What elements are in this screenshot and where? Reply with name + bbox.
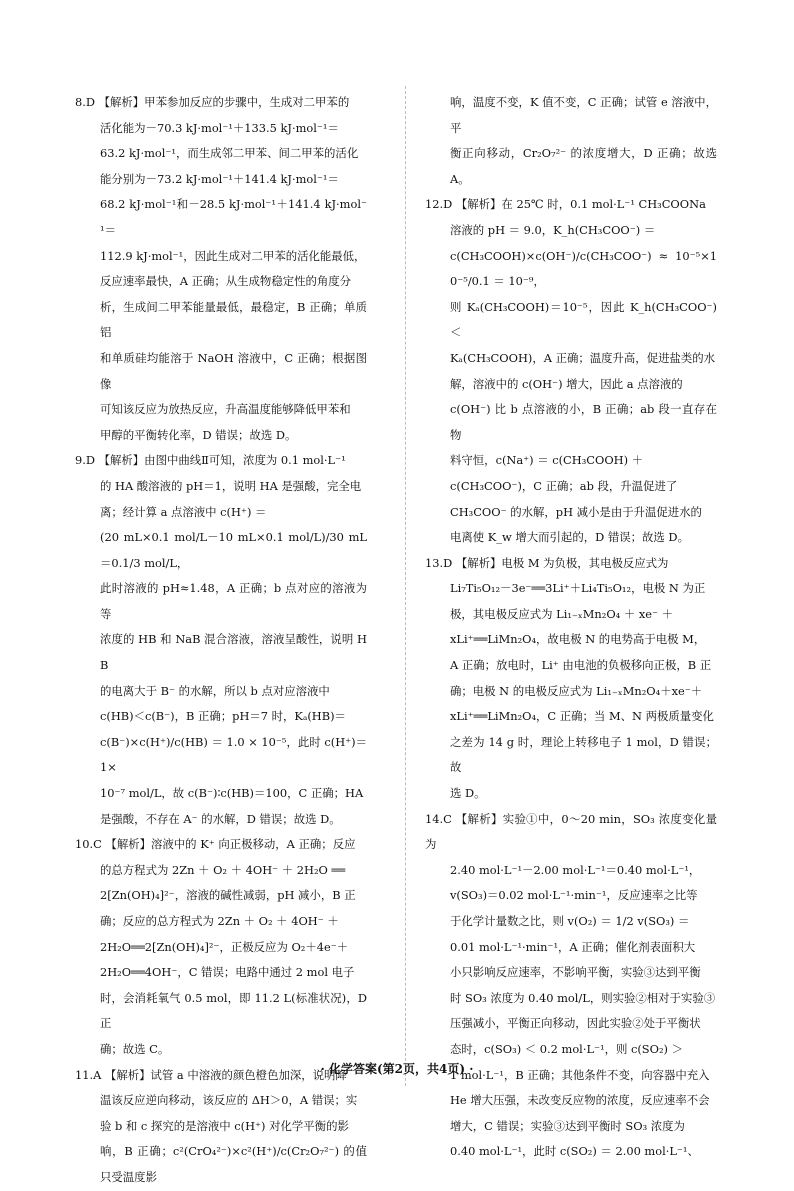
- answer-line: 2[Zn(OH)₄]²⁻，溶液的碱性减弱，pH 减小，B 正: [100, 888, 356, 903]
- answer-line: 2.40 mol·L⁻¹－2.00 mol·L⁻¹＝0.40 mol·L⁻¹，: [450, 862, 701, 877]
- answer-line: 能分别为－73.2 kJ·mol⁻¹＋141.4 kJ·mol⁻¹＝: [100, 171, 339, 186]
- answer-item: [425, 551, 717, 807]
- answer-line: 68.2 kJ·mol⁻¹和－28.5 kJ·mol⁻¹＋141.4 kJ·mol⁻¹＝: [100, 197, 367, 237]
- answer-first-line: 13.D 【解析】电极 M 为负极，其电极反应式为: [425, 555, 669, 570]
- answer-line: 2H₂O══4OH⁻，C 错误；电路中通过 2 mol 电子: [100, 965, 355, 980]
- answer-line: 响，温度不变，K 值不变，C 正确；试管 e 溶液中，平: [450, 95, 717, 135]
- answer-line: 响，B 正确；c²(CrO₄²⁻)×c²(H⁺)/c(Cr₂O₇²⁻) 的值只受温度影: [100, 1144, 367, 1184]
- answer-line: 可知该反应为放热反应，升高温度能够降低甲苯和: [100, 402, 351, 417]
- answer-line: 甲醇的平衡转化率，D 错误；故选 D。: [100, 427, 297, 442]
- answer-line: 的电离大于 B⁻ 的水解，所以 b 点对应溶液中: [100, 683, 330, 698]
- answer-line: 时 SO₃ 浓度为 0.40 mol/L，则实验②相对于实验③: [450, 990, 716, 1005]
- answer-line: 和单质硅均能溶于 NaOH 溶液中，C 正确；根据图像: [100, 350, 367, 391]
- answer-item: [425, 90, 717, 192]
- answer-line: 料守恒，c(Na⁺) ＝ c(CH₃COOH) ＋: [450, 453, 644, 468]
- answer-line: 衡正向移动，Cr₂O₇²⁻ 的浓度增大，D 正确；故选 A。: [450, 146, 717, 186]
- answer-line: Li₇Ti₅O₁₂－3e⁻══3Li⁺＋Li₄Ti₅O₁₂，电极 N 为正: [450, 581, 706, 596]
- answer-line: 反应速率最快，A 正确；从生成物稳定性的角度分: [100, 274, 352, 289]
- answer-item: [425, 192, 717, 550]
- answer-line: 之差为 14 g 时，理论上转移电子 1 mol，D 错误；故: [450, 734, 717, 775]
- answer-first-line: 8.D 【解析】甲苯参加反应的步骤中，生成对二甲苯的: [75, 95, 350, 109]
- answer-line: 1 mol·L⁻¹，B 正确；其他条件不变，向容器中充入: [450, 1067, 710, 1082]
- answer-line: CH₃COO⁻ 的水解，pH 减小是由于升温促进水的: [450, 504, 702, 519]
- answer-line: 溶液的 pH ＝ 9.0，K_h(CH₃COO⁻) ＝: [450, 222, 656, 237]
- answer-line: 确；反应的总方程式为 2Zn ＋ O₂ ＋ 4OH⁻ ＋: [100, 914, 339, 928]
- answer-item: [75, 832, 367, 1062]
- answer-line: c(HB)＜c(B⁻)，B 正确；pH＝7 时，Kₐ(HB)＝: [100, 709, 346, 724]
- answer-line: 态时，c(SO₃) ＜ 0.2 mol·L⁻¹，则 c(SO₂) ＞: [450, 1041, 683, 1056]
- answer-line: c(CH₃COO⁻)，C 正确；ab 段，升温促进了: [450, 478, 678, 493]
- answer-line: 温该反应逆向移动，该反应的 ΔH＞0，A 错误；实: [100, 1093, 358, 1108]
- answer-line: 析，生成间二甲苯能量最低，最稳定，B 正确；单质铝: [100, 299, 367, 340]
- answer-line: 选 D。: [450, 786, 486, 801]
- answer-line: 0.01 mol·L⁻¹·min⁻¹，A 正确；催化剂表面积大: [450, 939, 696, 954]
- answer-line: xLi⁺══LiMn₂O₄，故电极 N 的电势高于电极 M，: [450, 632, 706, 647]
- answer-line: 极，其电极反应式为 Li₁₋ₓMn₂O₄ ＋ xe⁻ ＋: [450, 606, 674, 621]
- answer-line: 电离使 K_w 增大而引起的，D 错误；故选 D。: [450, 530, 689, 545]
- answer-line: c(CH₃COOH)×c(OH⁻)/c(CH₃COO⁻) ≈ 10⁻⁵×10⁻⁵/0.1 ＝ 10⁻⁹，: [450, 248, 717, 289]
- answer-line: 确；电极 N 的电极反应式为 Li₁₋ₓMn₂O₄＋xe⁻＋: [450, 683, 703, 698]
- right-column: [425, 90, 717, 1165]
- answer-line: c(OH⁻) 比 b 点溶液的小，B 正确；ab 段一直存在物: [450, 402, 717, 442]
- answer-line: 10⁻⁷ mol/L，故 c(B⁻)∶c(HB)＝100，C 正确；HA: [100, 786, 364, 801]
- answer-first-line: 11.A 【解析】试管 a 中溶液的颜色橙色加深，说明降: [75, 1067, 347, 1082]
- answer-line: xLi⁺══LiMn₂O₄，C 正确；当 M、N 两极质量变化: [450, 709, 714, 724]
- answer-line: 浓度的 HB 和 NaB 混合溶液，溶液呈酸性，说明 HB: [100, 632, 367, 673]
- answer-line: 0.40 mol·L⁻¹，此时 c(SO₂) ＝ 2.00 mol·L⁻¹、: [450, 1144, 699, 1159]
- answer-line: 的总方程式为 2Zn ＋ O₂ ＋ 4OH⁻ ＋ 2H₂O ══: [100, 862, 346, 877]
- answer-line: 时，会消耗氧气 0.5 mol，即 11.2 L(标准状况)，D 正: [100, 990, 367, 1031]
- answer-line: (20 mL×0.1 mol/L－10 mL×0.1 mol/L)/30 mL＝0.1/3 mol/L，: [100, 530, 367, 570]
- answer-item: [75, 448, 367, 832]
- answer-first-line: 9.D 【解析】由图中曲线Ⅱ可知，浓度为 0.1 mol·L⁻¹: [75, 453, 346, 468]
- answer-line: 确；故选 C。: [100, 1041, 170, 1056]
- answer-first-line: 10.C 【解析】溶液中的 K⁺ 向正极移动，A 正确；反应: [75, 837, 356, 852]
- column-divider: [405, 86, 406, 1086]
- answer-line: 63.2 kJ·mol⁻¹，而生成邻二甲苯、间二甲苯的活化: [100, 146, 359, 161]
- answer-line: 增大，C 错误；实验③达到平衡时 SO₃ 浓度为: [450, 1118, 685, 1133]
- page-footer: · 化学答案(第2页，共4页) ·: [320, 1062, 474, 1076]
- answer-item: [425, 807, 717, 1165]
- answer-item: [75, 90, 367, 448]
- answer-line: He 增大压强，未改变反应物的浓度，反应速率不会: [450, 1093, 710, 1108]
- answer-line: A 正确；放电时，Li⁺ 由电池的负极移向正极，B 正: [450, 658, 712, 673]
- answer-line: Kₐ(CH₃COOH)，A 正确；温度升高，促进盐类的水: [450, 350, 716, 365]
- answer-line: 是强酸，不存在 A⁻ 的水解，D 错误；故选 D。: [100, 811, 341, 826]
- answer-item: [75, 1063, 367, 1191]
- answer-line: 于化学计量数之比，则 v(O₂) ＝ 1/2 v(SO₃) ＝: [450, 914, 690, 928]
- answer-line: c(B⁻)×c(H⁺)/c(HB) ＝ 1.0 × 10⁻⁵，此时 c(H⁺)＝1×: [100, 734, 367, 775]
- answer-line: 此时溶液的 pH≈1.48，A 正确；b 点对应的溶液为等: [100, 581, 367, 621]
- answer-line: 小只影响反应速率，不影响平衡，实验③达到平衡: [450, 965, 701, 980]
- answer-first-line: 14.C 【解析】实验①中，0～20 min，SO₃ 浓度变化量为: [425, 811, 717, 852]
- answer-line: 的 HA 酸溶液的 pH＝1，说明 HA 是强酸，完全电: [100, 478, 362, 493]
- left-column: [75, 90, 367, 1191]
- answer-line: 验 b 和 c 探究的是溶液中 c(H⁺) 对化学平衡的影: [100, 1118, 349, 1133]
- answer-line: 压强减小，平衡正向移动，因此实验②处于平衡状: [450, 1016, 701, 1031]
- answer-line: 离；经计算 a 点溶液中 c(H⁺) ＝: [100, 504, 267, 519]
- answer-line: 112.9 kJ·mol⁻¹，因此生成对二甲苯的活化能最低，: [100, 248, 366, 263]
- answer-first-line: 12.D 【解析】在 25℃ 时，0.1 mol·L⁻¹ CH₃COONa: [425, 197, 706, 212]
- answer-line: 2H₂O══2[Zn(OH)₄]²⁻，正极反应为 O₂＋4e⁻＋: [100, 939, 349, 954]
- answer-line: 则 Kₐ(CH₃COOH)＝10⁻⁵，因此 K_h(CH₃COO⁻)＜: [450, 299, 717, 340]
- answer-line: 解，溶液中的 c(OH⁻) 增大，因此 a 点溶液的: [450, 376, 683, 391]
- answer-line: v(SO₃)＝0.02 mol·L⁻¹·min⁻¹，反应速率之比等: [450, 888, 698, 903]
- answer-line: 活化能为－70.3 kJ·mol⁻¹＋133.5 kJ·mol⁻¹＝: [100, 120, 339, 135]
